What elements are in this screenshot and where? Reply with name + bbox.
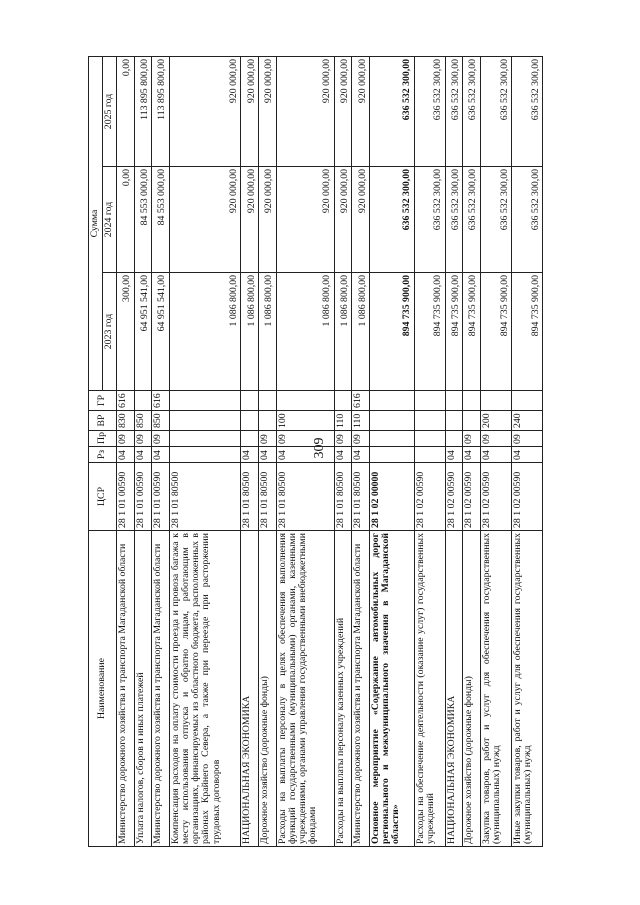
cell-2023: 300,00 [117,273,135,391]
cell-pr [414,431,445,447]
cell-2025: 920 000,00 [276,56,334,166]
header-pr: Пр [89,431,117,447]
cell-vr: 830 [117,411,135,431]
cell-name: Закупка товаров, работ и услуг для обеспечения государственных (муниципальных) нужд [480,531,511,847]
cell-gr: 616 [352,391,370,411]
header-csr: ЦСР [89,463,117,531]
cell-2024: 636 532 300,00 [414,167,445,273]
cell-vr: 850 [152,411,170,431]
cell-rz [414,447,445,463]
table-row [169,56,241,846]
cell-gr [369,391,414,411]
rotated-table-container [88,57,543,847]
cell-2023: 1 086 800,00 [241,273,259,391]
cell-rz: 04 [463,447,481,463]
cell-name: Компенсация расходов на оплату стоимости проезда и провоза багажа к месту использования отпуска и обратно лицам, работающим в организациях, финансируемых из областного бюджета, расположенных в районах Крайнего Севера, а также при переезде при расторжении трудовых договоров [169,531,241,847]
table-row [445,56,463,846]
cell-csr: 28 1 02 00590 [480,463,511,531]
cell-csr: 28 1 01 80500 [169,463,241,531]
cell-2023: 64 951 541,00 [134,273,152,391]
cell-gr [480,391,511,411]
cell-vr: 240 [511,411,542,431]
table-body [117,56,543,846]
cell-pr: 09 [117,431,135,447]
cell-gr [463,391,481,411]
cell-2025: 636 532 300,00 [511,56,542,166]
cell-2025: 636 532 300,00 [414,56,445,166]
table-row [463,56,481,846]
header-2024: 2024 год [103,167,117,273]
cell-pr: 09 [511,431,542,447]
cell-name: Уплата налогов, сборов и иных платежей [134,531,152,847]
cell-2024: 920 000,00 [352,167,370,273]
cell-vr [169,411,241,431]
cell-rz: 04 [134,447,152,463]
cell-vr [414,411,445,431]
table-row [480,56,511,846]
cell-name: Министерство дорожного хозяйства и транспорта Магаданской области [117,531,135,847]
table-row [117,56,135,846]
cell-gr [414,391,445,411]
cell-gr: 616 [152,391,170,411]
cell-gr [511,391,542,411]
cell-csr: 28 1 02 00590 [511,463,542,531]
cell-rz [169,447,241,463]
cell-2023: 1 086 800,00 [276,273,334,391]
cell-vr [445,411,463,431]
table-header [89,56,117,846]
header-vr: ВР [89,411,117,431]
cell-name: Министерство дорожного хозяйства и транспорта Магаданской области [152,531,170,847]
cell-2024: 636 532 300,00 [445,167,463,273]
cell-2024: 920 000,00 [276,167,334,273]
cell-2023: 894 735 900,00 [511,273,542,391]
cell-2025: 113 895 800,00 [152,56,170,166]
table-row [369,56,414,846]
cell-csr: 28 1 01 80500 [352,463,370,531]
cell-rz [369,447,414,463]
cell-name: Расходы на выплаты персоналу казенных учреждений [334,531,352,847]
cell-vr: 110 [334,411,352,431]
cell-2023: 1 086 800,00 [352,273,370,391]
cell-vr: 850 [134,411,152,431]
cell-csr: 28 1 01 00590 [134,463,152,531]
cell-rz: 04 [480,447,511,463]
cell-gr [258,391,276,411]
cell-gr: 616 [117,391,135,411]
cell-name: Основное мероприятие «Содержание автомобильных дорог регионального и межмуниципального значения в Магаданской области» [369,531,414,847]
cell-csr: 28 1 01 80500 [241,463,259,531]
cell-csr: 28 1 01 80500 [276,463,334,531]
cell-rz: 04 [152,447,170,463]
cell-gr [241,391,259,411]
cell-csr: 28 1 01 00590 [152,463,170,531]
cell-csr: 28 1 02 00590 [445,463,463,531]
cell-pr: 09 [152,431,170,447]
cell-pr: 09 [258,431,276,447]
cell-2024: 920 000,00 [169,167,241,273]
cell-vr [241,411,259,431]
cell-2023: 1 086 800,00 [258,273,276,391]
cell-name: Министерство дорожного хозяйства и транспорта Магаданской области [352,531,370,847]
cell-2025: 0,00 [117,56,135,166]
cell-rz: 04 [276,447,334,463]
table-row [258,56,276,846]
cell-rz: 04 [334,447,352,463]
cell-gr [134,391,152,411]
cell-rz: 04 [117,447,135,463]
cell-pr [445,431,463,447]
cell-vr: 200 [480,411,511,431]
cell-vr: 100 [276,411,334,431]
cell-rz: 04 [241,447,259,463]
table-row [334,56,352,846]
cell-name: Дорожное хозяйство (дорожные фонды) [463,531,481,847]
cell-pr: 09 [463,431,481,447]
cell-csr: 28 1 01 80500 [334,463,352,531]
header-name: Наименование [89,531,117,847]
cell-pr: 09 [334,431,352,447]
cell-2023: 894 735 900,00 [369,273,414,391]
cell-rz: 04 [511,447,542,463]
cell-pr: 09 [352,431,370,447]
table-row [134,56,152,846]
table-row [241,56,259,846]
cell-gr [334,391,352,411]
table-row [276,56,334,846]
cell-2024: 920 000,00 [334,167,352,273]
cell-2023: 894 735 900,00 [480,273,511,391]
cell-vr: 110 [352,411,370,431]
cell-vr [369,411,414,431]
cell-2023: 1 086 800,00 [169,273,241,391]
cell-2023: 894 735 900,00 [463,273,481,391]
cell-gr [445,391,463,411]
cell-pr: 09 [480,431,511,447]
cell-2024: 84 553 000,00 [134,167,152,273]
cell-name: НАЦИОНАЛЬНАЯ ЭКОНОМИКА [241,531,259,847]
cell-rz: 04 [445,447,463,463]
header-rz: Рз [89,447,117,463]
header-sum: Сумма [89,56,103,390]
cell-pr [241,431,259,447]
cell-2025: 920 000,00 [352,56,370,166]
cell-2023: 1 086 800,00 [334,273,352,391]
cell-gr [276,391,334,411]
cell-2025: 636 532 300,00 [369,56,414,166]
cell-name: Расходы на обеспечение деятельности (оказание услуг) государственных учреждений [414,531,445,847]
cell-2025: 636 532 300,00 [445,56,463,166]
page-number: 309 [312,437,327,459]
cell-rz: 04 [352,447,370,463]
cell-2024: 636 532 300,00 [463,167,481,273]
cell-2025: 636 532 300,00 [463,56,481,166]
cell-2023: 894 735 900,00 [445,273,463,391]
cell-2025: 920 000,00 [334,56,352,166]
table-row [414,56,445,846]
cell-2025: 920 000,00 [241,56,259,166]
header-2025: 2025 год [103,56,117,166]
cell-2024: 920 000,00 [241,167,259,273]
cell-2024: 636 532 300,00 [511,167,542,273]
cell-2024: 636 532 300,00 [369,167,414,273]
cell-csr: 28 1 01 00590 [117,463,135,531]
table-row [511,56,542,846]
cell-2025: 920 000,00 [258,56,276,166]
cell-2025: 113 895 800,00 [134,56,152,166]
header-gr: ГР [89,391,117,411]
cell-pr: 09 [134,431,152,447]
budget-table [88,56,543,847]
cell-csr: 28 1 02 00590 [414,463,445,531]
cell-2024: 920 000,00 [258,167,276,273]
cell-name: Иные закупки товаров, работ и услуг для обеспечения государственных (муниципальных) нужд [511,531,542,847]
cell-2025: 636 532 300,00 [480,56,511,166]
cell-vr [463,411,481,431]
cell-2023: 64 951 541,00 [152,273,170,391]
cell-name: НАЦИОНАЛЬНАЯ ЭКОНОМИКА [445,531,463,847]
cell-csr: 28 1 02 00000 [369,463,414,531]
cell-2024: 636 532 300,00 [480,167,511,273]
table-row [352,56,370,846]
cell-csr: 28 1 02 00590 [463,463,481,531]
cell-pr [369,431,414,447]
cell-2024: 84 553 000,00 [152,167,170,273]
cell-2023: 894 735 900,00 [414,273,445,391]
cell-csr: 28 1 01 80500 [258,463,276,531]
cell-rz: 04 [258,447,276,463]
cell-pr: 09 [276,431,334,447]
cell-2025: 920 000,00 [169,56,241,166]
cell-2024: 0,00 [117,167,135,273]
cell-vr [258,411,276,431]
table-row [152,56,170,846]
cell-name: Дорожное хозяйство (дорожные фонды) [258,531,276,847]
cell-pr [169,431,241,447]
cell-gr [169,391,241,411]
cell-name: Расходы на выплаты персоналу в целях обеспечения выполнения функций государственными (муниципальными) органами, казенными учреждениями, органами управления государственными внебюджетными фондами [276,531,334,847]
header-2023: 2023 год [103,273,117,391]
